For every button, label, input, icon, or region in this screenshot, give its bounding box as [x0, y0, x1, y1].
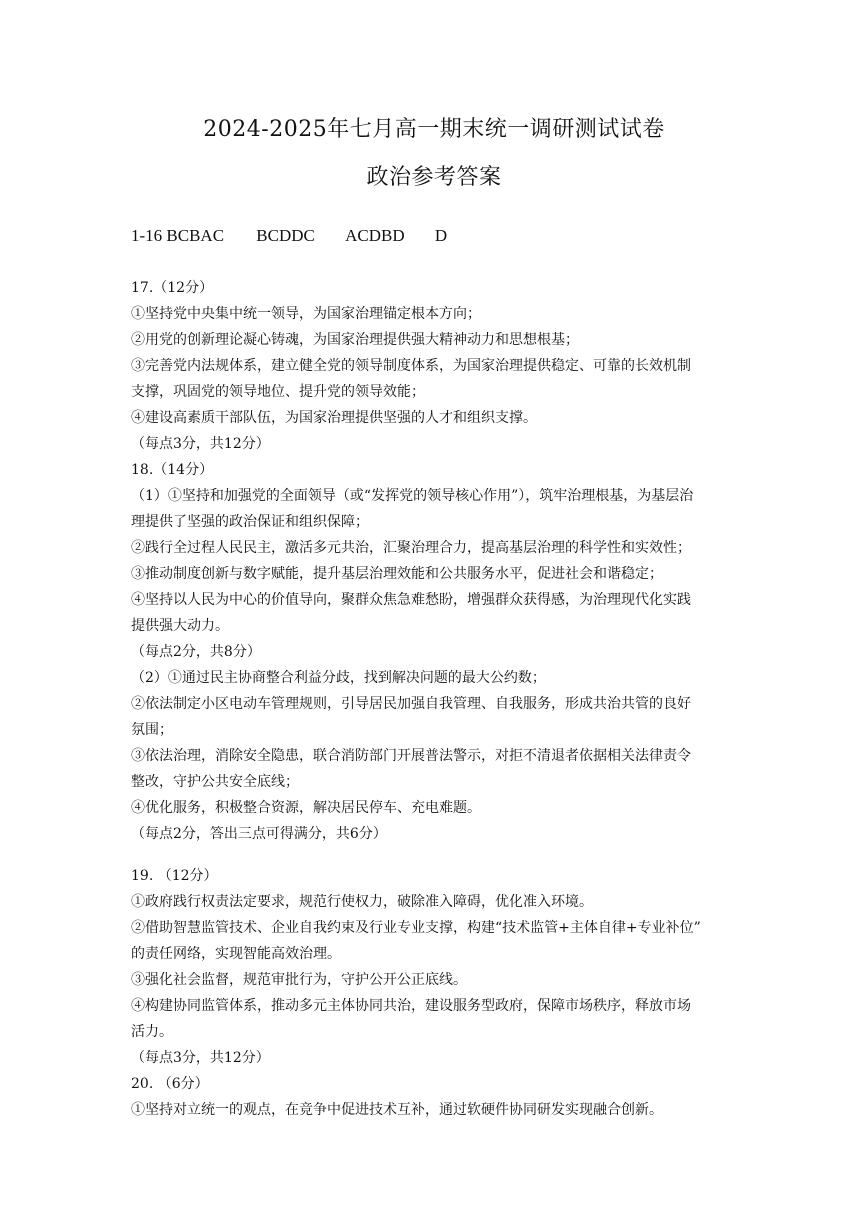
answer-line: 提供强大动力。	[131, 618, 229, 634]
answer-group-3: ACDBD	[345, 226, 405, 245]
answer-line: 支撑，巩固党的领导地位、提升党的领导效能；	[131, 384, 425, 400]
answer-line: 活力。	[131, 1024, 173, 1040]
answer-line: 整改，守护公共安全底线；	[131, 774, 299, 790]
q19-heading: 19. （12分）	[131, 868, 218, 884]
q18-heading: 18.（14分）	[131, 462, 214, 478]
answer-line: ①坚持对立统一的观点，在竞争中促进技术互补，通过软硬件协同研发实现融合创新。	[131, 1102, 663, 1118]
page-subtitle: 政治参考答案	[366, 165, 502, 190]
answer-line: 的责任网络，实现智能高效治理。	[131, 946, 341, 962]
answer-line: ①政府践行权责法定要求，规范行使权力，破除准入障碍，优化准入环境。	[131, 894, 593, 910]
answer-line: ④建设高素质干部队伍，为国家治理提供坚强的人才和组织支撑。	[131, 410, 537, 426]
answer-line: 氛围；	[131, 722, 173, 738]
answer-line: ②借助智慧监管技术、企业自我约束及行业专业支撑，构建“技术监管+主体自律+专业补位”	[131, 920, 701, 936]
q17-heading: 17.（12分）	[131, 280, 214, 296]
scoring-note: （每点3分，共12分）	[131, 436, 270, 452]
answer-group-4: D	[434, 226, 448, 245]
answer-line: ②用党的创新理论凝心铸魂，为国家治理提供强大精神动力和思想根基；	[131, 332, 579, 348]
answer-line: ②依法制定小区电动车管理规则，引导居民加强自我管理、自我服务，形成共治共管的良好	[131, 696, 691, 712]
answer-line: ②践行全过程人民民主，激活多元共治，汇聚治理合力，提高基层治理的科学性和实效性；	[131, 540, 691, 556]
q20-heading: 20. （6分）	[131, 1076, 209, 1092]
page-title: 2024-2025年七月高一期末统一调研测试试卷	[203, 117, 665, 142]
answer-group-2: BCDDC	[256, 226, 315, 245]
answer-line: ③推动制度创新与数字赋能，提升基层治理效能和公共服务水平，促进社会和谐稳定；	[131, 566, 663, 582]
answer-line: ③依法治理，消除安全隐患，联合消防部门开展普法警示，对拒不清退者依据相关法律责令	[131, 748, 691, 764]
multiple-choice-answers	[131, 226, 447, 246]
answer-line: ③强化社会监督，规范审批行为，守护公开公正底线。	[131, 972, 467, 988]
answer-line: （1）①坚持和加强党的全面领导（或“发挥党的领导核心作用”），筑牢治理根基，为基层治	[131, 488, 694, 504]
answer-body	[131, 275, 741, 1123]
answer-line: 理提供了坚强的政治保证和组织保障；	[131, 514, 369, 530]
answer-line: ①坚持党中央集中统一领导，为国家治理锚定根本方向；	[131, 306, 481, 322]
section-spacer	[131, 847, 741, 863]
answer-line: （2）①通过民主协商整合利益分歧，找到解决问题的最大公约数；	[131, 670, 546, 686]
answer-line: ③完善党内法规体系，建立健全党的领导制度体系，为国家治理提供稳定、可靠的长效机制	[131, 358, 691, 374]
scoring-note: （每点2分，共8分）	[131, 644, 261, 660]
scoring-note: （每点2分，答出三点可得满分，共6分）	[131, 826, 387, 842]
answer-line: ④坚持以人民为中心的价值导向，聚群众焦急难愁盼，增强群众获得感，为治理现代化实践	[131, 592, 691, 608]
answer-line: ④优化服务，积极整合资源，解决居民停车、充电难题。	[131, 800, 481, 816]
answer-line: ④构建协同监管体系，推动多元主体协同共治，建设服务型政府，保障市场秩序，释放市场	[131, 998, 691, 1014]
answer-group-1: 1-16 BCBAC	[131, 226, 225, 245]
scoring-note: （每点3分，共12分）	[131, 1050, 270, 1066]
